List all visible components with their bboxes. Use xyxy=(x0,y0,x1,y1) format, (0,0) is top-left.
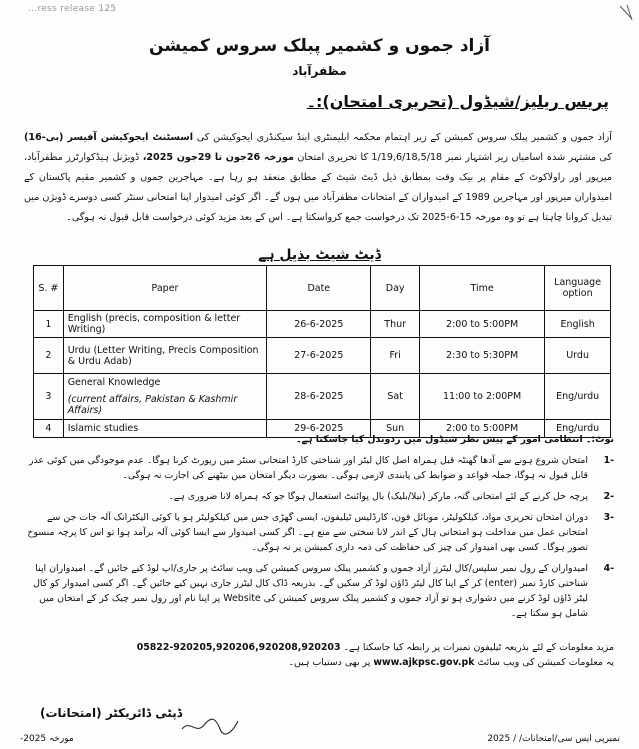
note-item xyxy=(24,561,614,621)
cell-date: 26-6-2025 xyxy=(267,311,371,338)
paper-note: (current affairs, Pakistan & Kashmir Affairs) xyxy=(67,394,238,416)
cell-sno: 4 xyxy=(34,420,64,438)
table-header-row xyxy=(34,266,611,311)
notes-heading: نوٹ:۔ انتظامی امور کے پیش نظر شیڈول میں ردوبدل کیا جاسکتا ہے۔ xyxy=(296,434,614,445)
website-intro: یہ معلومات کمیشن کی ویب سائٹ xyxy=(477,657,614,668)
post-name: اسسٹنٹ ایجوکیشن آفیسر (بی-16) xyxy=(24,132,193,143)
cell-sno: 1 xyxy=(34,311,64,338)
exam-dates: مورخہ 26جون تا 29جون 2025، xyxy=(142,152,294,163)
cell-day: Thur xyxy=(371,311,420,338)
phone-numbers: 05822-920205,920206,920208,920203 xyxy=(136,642,341,653)
header-sno: S. # xyxy=(34,266,64,311)
table-row xyxy=(34,311,611,338)
commission-name: آزاد جموں و کشمیر پبلک سروس کمیشن xyxy=(149,36,490,56)
cell-language: English xyxy=(545,311,611,338)
note-text: پرچہ حل کرنے کے لئے امتحانی گتہ، مارکر (نیلا/بلیک) بال پوائنٹ استعمال ہوگا جو کہ ہمراہ لانا ضروری ہے۔ xyxy=(168,491,588,502)
footer-date-label: مورخہ xyxy=(49,734,74,744)
header-date: Date xyxy=(267,266,371,311)
cell-date: 28-6-2025 xyxy=(267,374,371,420)
cell-time: 2:30 to 5:30PM xyxy=(420,338,545,374)
document-title: پریس ریلیز/شیڈول (تحریری امتحان):۔ xyxy=(306,92,609,111)
cell-language: Eng/urdu xyxy=(545,420,611,438)
header-day: Day xyxy=(371,266,420,311)
note-number: -4 xyxy=(603,563,614,574)
website-line xyxy=(24,655,614,670)
cell-time: 11:00 to 2:00PM xyxy=(420,374,545,420)
cell-date: 27-6-2025 xyxy=(267,338,371,374)
cell-time: 2:00 to 5:00PM xyxy=(420,420,545,438)
cell-day: Sat xyxy=(371,374,420,420)
cell-sno: 2 xyxy=(34,338,64,374)
intro-paragraph xyxy=(24,128,612,228)
note-number: -1 xyxy=(603,455,614,466)
note-text: امتحان شروع ہونے سے آدھا گھنٹہ قبل ہمراہ اصل کال لیٹر اور شناختی کارڈ امتحانی سنٹر میں رپورٹ کرنا ہوگا۔ عدم موجودگی میں کوئی عذر قابل قبول نہ ہوگا، جملہ قواعد و ضوابط کی پابندی لازمی ہوگی۔ بصورت دیگر امتحان میں بیٹھنے کی اجازت نہ ہوگی۔ xyxy=(28,455,588,481)
header-paper: Paper xyxy=(63,266,267,311)
paper-title: General Knowledge xyxy=(67,377,161,388)
footer-date xyxy=(20,734,74,744)
deputy-director-title: ڈپٹی ڈائریکٹر (امتحانات) xyxy=(40,706,183,720)
note-item xyxy=(24,510,614,555)
intro-mid-text: کی مشتہر شدہ اسامیاں زیر اشتہار نمبر 1/19,6/18,5/18 کا تحریری امتحان xyxy=(297,152,612,163)
cell-time: 2:00 to 5:00PM xyxy=(420,311,545,338)
note-item xyxy=(24,489,614,504)
note-number: -3 xyxy=(603,512,614,523)
handwritten-signature xyxy=(180,715,240,737)
phone-line xyxy=(24,640,614,655)
paper-title: English (precis, composition & letter Writing) xyxy=(67,313,241,335)
notes-section xyxy=(24,432,614,621)
cell-language: Urdu xyxy=(545,338,611,374)
city-name: مظفرآباد xyxy=(292,64,347,78)
phone-intro: مزید معلومات کے لئے بذریعہ ٹیلیفون نمبرات پر رابطہ کیا جاسکتا ہے۔ xyxy=(343,642,614,653)
note-text: امیدواران کے رول نمبر سلپس/کال لیٹرز آزاد جموں و کشمیر پبلک سروس کمیشن کی ویب سائٹ پر جاری/اپ لوڈ کیے جائیں گے۔ امیدواران اپنا شناختی کارڈ نمبر (enter) کر کے اپنا کال لیٹر ڈاؤن لوڈ کر سکیں گے۔ بذریعہ ڈاک کال لیٹرز جاری نہیں کیے جائیں گے۔ اگر کسی امیدوار کو کال لیٹر ڈاؤن لوڈ کرنے میں دشواری ہو تو آزاد جموں و کشمیر پبلک سروس کمیشن کی Website پر اپنا نام اور رول نمبر چیک کر کے امتحان میں شامل ہو سکتا ہے۔ xyxy=(33,563,588,619)
note-number: -2 xyxy=(603,491,614,502)
pen-mark-icon xyxy=(619,4,633,22)
intro-text: آزاد جموں و کشمیر پبلک سروس کمیشن کے زیر اہتمام محکمہ ایلیمنٹری اینڈ سیکنڈری ایجوکیشن کی xyxy=(196,132,612,143)
paper-title: Islamic studies xyxy=(67,423,139,434)
cell-day: Fri xyxy=(371,338,420,374)
cell-sno: 3 xyxy=(34,374,64,420)
ghost-watermark-text: ...ress release 125 xyxy=(28,4,117,14)
cell-day: Sun xyxy=(371,420,420,438)
cell-paper xyxy=(63,374,267,420)
date-sheet-table xyxy=(33,265,611,438)
contact-info xyxy=(24,640,614,670)
cell-paper xyxy=(63,338,267,374)
footer-date-value: -2025 xyxy=(20,734,47,744)
note-item xyxy=(24,453,614,483)
cell-language: Eng/urdu xyxy=(545,374,611,420)
website-outro: پر بھی دستیاب ہیں۔ xyxy=(288,657,371,668)
paper-title: Urdu (Letter Writing, Precis Composition & Urdu Adab) xyxy=(67,344,259,367)
cell-date: 29-6-2025 xyxy=(267,420,371,438)
header-language: Language option xyxy=(545,266,611,311)
date-sheet-caption: ڈیٹ شیٹ بذیل ہے xyxy=(258,247,381,263)
table-row xyxy=(34,338,611,374)
footer-reference-number: نمبرپی ایس سی/امتحانات/ / 2025 xyxy=(487,734,620,744)
header-time: Time xyxy=(420,266,545,311)
intro-tail-text: ڈویژنل ہیڈکوارٹرز مظفرآباد، میرپور اور راولاکوٹ کے مقام پر بیک وقت بمطابق ذیل ڈیٹ شیٹ کے مطابق منعقد ہو رہا ہے۔ مہاجرین جموں و کشمیر مقیم پاکستان کے امیدواران میرپور اور مہاجرین 1989 کے امیدواران کے امتحانات مظفرآباد میں ہوں گے۔ اگر کوئی امیدوار اپنا امتحانی سنٹر کسی دوسرے ڈویژن میں تبدیل کروانا چاہتا ہے تو وہ مورخہ 15-6-2025 تک درخواست جمع کرواسکتا ہے۔ اس کے بعد مزید کوئی درخواست قابل قبول نہ ہوگی۔ xyxy=(24,152,612,223)
note-text: دوران امتحان تحریری مواد، کیلکولیٹر، موبائل فون، کارڈلیس ٹیلیفون، ایسی گھڑی جس میں کیلکولیٹر ہو یا کوئی الیکٹرانک آلہ جات جن سے امتحانی عمل میں مداخلت ہو امتحانی ہال کے اندر لانا سختی سے منع ہے۔ اگر کسی امیدوار سے ایسا کوئی آلہ برآمد ہوا تو اس کا پرچہ منسوخ تصور ہوگا۔ کسی بھی امیدوار کی چیز کی حفاظت کی ذمہ داری کمیشن پر نہ ہوگی۔ xyxy=(27,512,588,553)
table-row xyxy=(34,374,611,420)
cell-paper xyxy=(63,311,267,338)
website-link[interactable]: www.ajkpsc.gov.pk xyxy=(373,657,475,668)
